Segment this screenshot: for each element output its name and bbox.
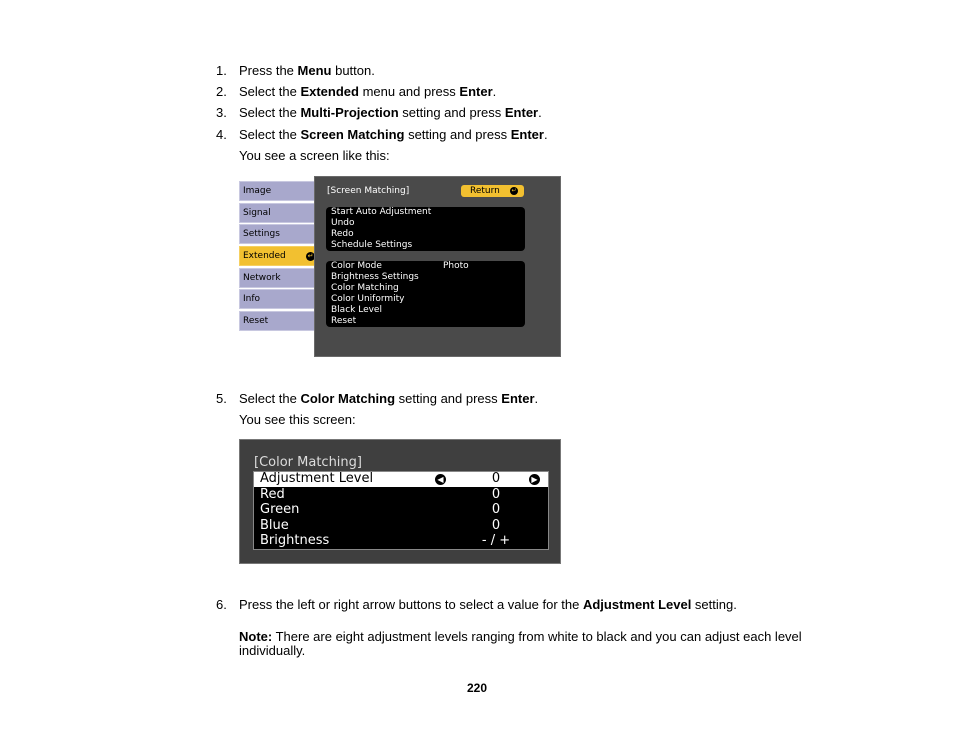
menu-item-network: Network [239,268,317,288]
row-label: Red [260,486,285,502]
screen-matching-panel [314,176,561,357]
enter-icon: ↵ [307,252,314,260]
option-brightness-settings: Brightness Settings [331,272,419,282]
step-number: 1. [216,63,227,78]
option-undo: Undo [331,218,355,228]
note [239,629,802,644]
row-brightness [254,534,548,549]
return-label: Return [470,186,500,196]
row-green [254,503,548,518]
option-color-uniformity: Color Uniformity [331,294,405,304]
row-value: 0 [491,486,501,502]
option-color-mode: Color Mode [331,261,382,271]
step-5 [216,391,538,406]
step-bold: Multi-Projection [300,105,399,120]
row-value: 0 [491,502,501,517]
menu-group-1 [326,207,525,251]
option-redo: Redo [331,229,354,239]
step-text: . [543,127,548,142]
step-6 [216,597,737,612]
step-3 [216,105,542,120]
step-number: 4. [216,127,227,142]
option-start-auto-adjustment: Start Auto Adjustment [331,207,432,217]
menu-item-extended [239,246,320,266]
row-label: Blue [260,517,289,533]
left-arrow-icon: ◀ [435,474,446,485]
menu-item-label: Extended [243,251,286,261]
menu-item-reset: Reset [239,311,317,331]
return-button [461,185,524,197]
step-bold: Color Matching [300,391,396,406]
step-text: Select the [239,391,301,406]
row-value: - / + [481,533,511,548]
menu-item-info: Info [239,289,317,309]
step-text: Select the [239,84,301,99]
option-schedule-settings: Schedule Settings [331,240,413,250]
color-mode-value: Photo [443,261,469,271]
step-text: . [492,84,497,99]
step-number: 2. [216,84,227,99]
step-bold: Screen Matching [300,127,405,142]
step-text: button. [331,63,375,78]
row-value: 0 [491,517,501,533]
step-text: setting. [691,597,737,612]
step-2 [216,84,496,99]
row-blue [254,519,548,534]
row-adjustment-level [254,472,548,487]
step-number: 5. [216,391,227,406]
note-continuation: individually. [239,643,306,658]
note-text: There are eight adjustment levels ranging from white to black and you can adjust each level [272,629,802,644]
step-text: menu and press [358,84,460,99]
step-bold: Adjustment Level [582,597,692,612]
step-number: 6. [216,597,227,612]
row-red [254,488,548,503]
step-bold: Enter [501,391,535,406]
option-black-level: Black Level [331,305,382,315]
enter-icon: ↵ [511,187,517,194]
option-color-matching: Color Matching [331,283,399,293]
menu-item-settings: Settings [239,224,317,244]
step-text: . [538,105,542,120]
menu-group-2 [326,261,525,327]
color-matching-screenshot [239,439,561,564]
step-text: setting and press [395,391,502,406]
row-label: Brightness [260,533,330,548]
menu-item-image: Image [239,181,317,201]
step-text: Press the [239,63,298,78]
row-label: Adjustment Level [260,471,374,486]
right-arrow-icon: ▶ [529,474,540,485]
step-bold: Menu [297,63,332,78]
panel-title: [Screen Matching] [327,186,410,196]
step-1 [216,63,375,78]
step-text: . [534,391,539,406]
step-bold: Extended [300,84,359,99]
menu-item-signal: Signal [239,203,317,223]
row-value: 0 [491,471,501,486]
step-text: Press the left or right arrow buttons to select a value for the [239,597,583,612]
step-number: 3. [216,105,227,120]
row-label: Green [260,502,300,517]
step-text: Select the [239,105,301,120]
step-bold: Enter [459,84,493,99]
step-bold: Enter [504,105,539,120]
option-reset: Reset [331,316,357,326]
screen-intro-1: You see a screen like this: [239,148,390,163]
screen-matching-screenshot [239,176,561,357]
step-text: setting and press [404,127,511,142]
step-4 [216,127,548,142]
step-bold: Enter [510,127,544,142]
page-number: 220 [466,681,488,695]
color-matching-title: [Color Matching] [254,455,362,470]
step-text: setting and press [398,105,505,120]
color-matching-list [253,471,549,550]
screen-intro-2: You see this screen: [239,412,356,427]
note-label: Note: [239,629,273,644]
step-text: Select the [239,127,301,142]
